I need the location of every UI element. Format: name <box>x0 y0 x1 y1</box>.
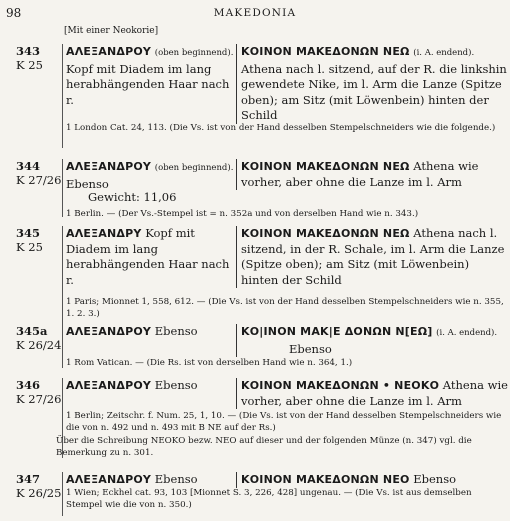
entry-metal-size: K 26/25 <box>16 486 62 500</box>
entry-number: 345a <box>16 324 48 338</box>
reverse-text: Athena wie vorher, aber ohne die Lanze im l. Arm <box>241 378 508 408</box>
entry-metal-size: K 27/26 <box>16 392 62 406</box>
entry-number: 345 <box>16 226 41 240</box>
obverse-description <box>66 44 236 108</box>
column-rule <box>62 159 63 217</box>
entry-metal-size: K 25 <box>16 240 43 254</box>
obverse-text: Ebenso <box>154 378 198 392</box>
reverse-description <box>236 159 509 190</box>
obverse-description <box>66 472 236 488</box>
obverse-text: Ebenso <box>154 472 198 486</box>
reverse-text: Athena wie vorher, aber ohne die Lanze im l. Arm <box>241 159 479 189</box>
obverse-description <box>66 378 236 394</box>
obverse-description <box>66 226 236 288</box>
obverse-legend: ΑΛΕΞΑΝΔΡΟΥ <box>66 379 152 392</box>
reverse-legend: ΚΟΙΝΟΝ ΜΑΚΕΔΟΝΩΝ ΝΕΟ <box>241 473 410 486</box>
page-number: 98 <box>6 6 22 20</box>
obverse-legend: ΑΛΕΞΑΝΔΡΟΥ <box>66 325 152 338</box>
entry-footnote: 1 Rom Vatican. — (Die Rs. ist von derselben Hand wie n. 364, 1.) <box>66 358 353 368</box>
obverse-legend: ΑΛΕΞΑΝΔΡΟΥ <box>66 160 152 173</box>
reverse-legend: ΚΟΙΝΟΝ ΜΑΚΕΔΟΝΩΝ • ΝΕΟΚΟ <box>241 379 440 392</box>
entry-footnote: 1 Berlin; Zeitschr. f. Num. 25, 1, 10. — (Die Vs. ist von der Hand desselben Stempelschneiders wie die von n. 492 und n. 493 mit Β ΝΕ auf der Rs.) <box>66 411 502 433</box>
reverse-text: Ebenso <box>413 472 457 486</box>
reverse-description <box>236 226 509 288</box>
obverse-legend: ΑΛΕΞΑΝΔΡΥ <box>66 227 142 240</box>
entry-footnote: 1 Berlin. — (Der Vs.-Stempel ist = n. 352a und von derselben Hand wie n. 343.) <box>66 209 419 219</box>
obverse-text: Kopf mit Diadem im lang herabhängenden Haar nach r. <box>66 61 230 107</box>
obverse-description <box>66 159 236 192</box>
intro-note: [Mit einer Neokorie] <box>64 26 159 36</box>
entry-remark: Über die Schreibung ΝΕΟΚΟ bezw. ΝΕΟ auf dieser und der folgenden Münze (n. 347) vgl. die Bemerkung zu n. 301. <box>56 436 472 458</box>
page-header <box>0 6 510 22</box>
entry-footnote: 1 Wien; Eckhel cat. 93, 103 [Mionnet S. 3, 226, 428] ungenau. — (Die Vs. ist aus demselben Stempel wie die von n. 350.) <box>66 488 472 510</box>
entry-metal-size: K 26/24 <box>16 338 62 352</box>
reverse-note: (i. A. endend). <box>413 48 475 58</box>
reverse-legend: ΚΟΙΝΟΝ ΜΑΚΕΔΟΝΩΝ ΝΕΩ <box>241 45 410 58</box>
column-rule <box>62 324 63 368</box>
obverse-description <box>66 324 236 340</box>
entry-number: 344 <box>16 159 41 173</box>
reverse-description <box>236 378 509 409</box>
page-title: MAKEDONIA <box>213 7 297 19</box>
weight: Gewicht: 11,06 <box>88 190 177 204</box>
obverse-text: Kopf mit Diadem im lang herabhängenden Haar nach r. <box>66 226 230 287</box>
entry-number: 347 <box>16 472 41 486</box>
entry-footnote: 1 Paris; Mionnet 1, 558, 612. — (Die Vs. ist von der Hand desselben Stempelschneiders wie n. 355, 1. 2. 3.) <box>66 297 504 319</box>
column-rule <box>62 472 63 516</box>
obverse-legend: ΑΛΕΞΑΝΔΡΟΥ <box>66 45 152 58</box>
entry-number: 346 <box>16 378 41 392</box>
reverse-text: Ebenso <box>289 341 332 356</box>
column-rule <box>62 226 63 336</box>
entry-footnote: 1 London Cat. 24, 113. (Die Vs. ist von der Hand desselben Stempelschneiders wie die folgende.) <box>66 123 496 133</box>
column-rule <box>62 44 63 148</box>
obverse-text: Ebenso <box>154 324 198 338</box>
reverse-description <box>236 44 509 124</box>
reverse-description <box>236 324 509 357</box>
entry-metal-size: K 25 <box>16 58 43 72</box>
reverse-note: (i. A. endend). <box>436 328 498 338</box>
obverse-text: Ebenso <box>66 176 109 191</box>
reverse-legend: ΚΟΙΝΟΝ ΜΑΚΕΔΟΝΩΝ ΝΕΩ <box>241 160 410 173</box>
obverse-legend: ΑΛΕΞΑΝΔΡΟΥ <box>66 473 152 486</box>
reverse-text: Athena nach l. sitzend, in der R. Schale, im l. Arm die Lanze (Spitze oben); am Sitz (mit Löwenbein) hinten der Schild <box>241 226 505 287</box>
obverse-note: (oben beginnend). <box>154 163 234 173</box>
reverse-description <box>236 472 509 488</box>
entry-metal-size: K 27/26 <box>16 173 62 187</box>
entry-number: 343 <box>16 44 41 58</box>
reverse-legend: ΚΟΙΝΟΝ ΜΑΚΕΔΟΝΩΝ ΝΕΩ <box>241 227 410 240</box>
reverse-legend: ΚΟ|ΙΝΟΝ ΜΑΚ|Ε ΔΟΝΩΝ Ν[ΕΩ] <box>241 325 433 338</box>
reverse-text: Athena nach l. sitzend, auf der R. die linkshin gewendete Nike, im l. Arm die Lanze (Spitze oben); am Sitz (mit Löwenbein) hinten der Schild <box>241 61 507 122</box>
obverse-note: (oben beginnend). <box>154 48 234 58</box>
